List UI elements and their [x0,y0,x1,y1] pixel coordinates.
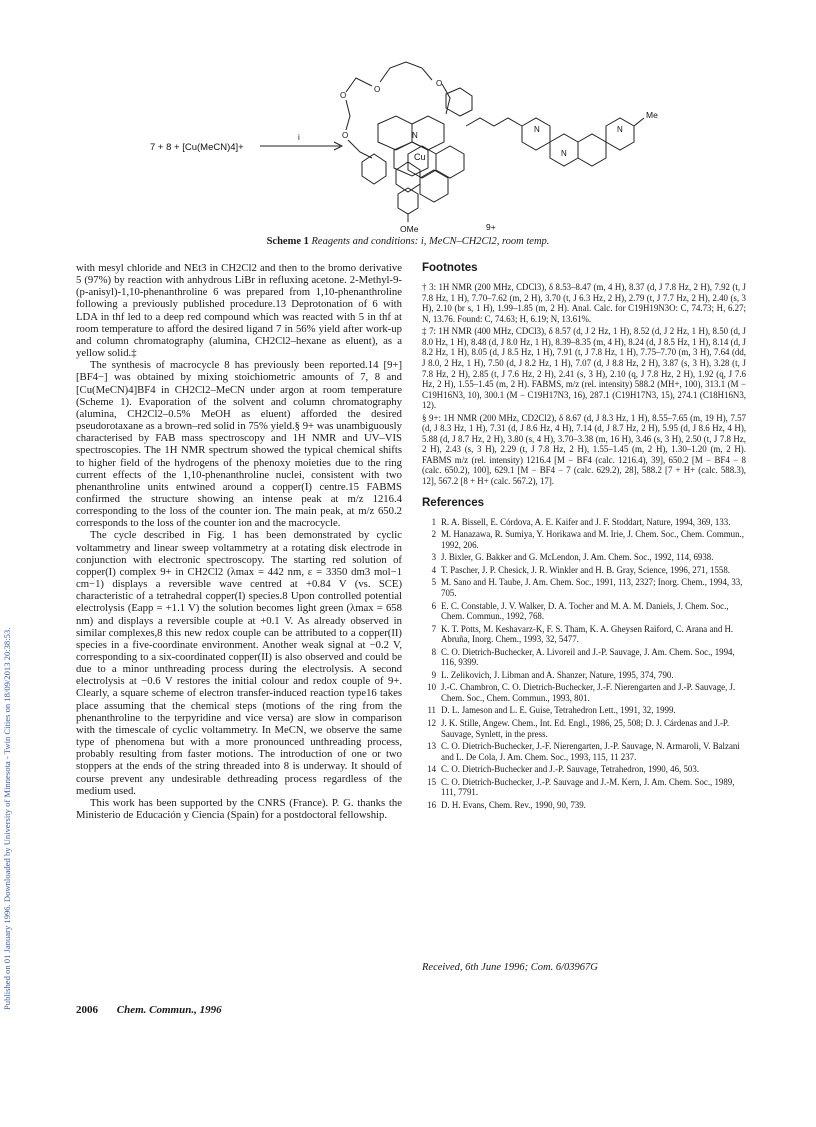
received-line: Received, 6th June 1996; Com. 6/03967G [422,962,598,973]
atom-n: N [561,149,567,158]
download-watermark-text: Published on 01 January 1996. Downloaded by University of Minnesota - Twin Cities on 18/09/2013 20:38:53. [2,627,12,1010]
atom-o: O [342,131,349,140]
right-column [422,262,746,812]
ome-label: OMe [400,224,419,234]
reference-item: 16 D. H. Evans, Chem. Rev., 1990, 90, 739. [427,799,586,810]
reactants-label: 7 + 8 + [Cu(MeCN)4]+ [150,142,244,153]
me-label: Me [646,110,658,120]
scheme-caption [0,236,816,247]
scheme-caption-text: Reagents and conditions: i, MeCN–CH2Cl2, room temp. [311,236,550,247]
body-paragraph: with mesyl chloride and NEt3 in CH2Cl2 and then to the bromo derivative 5 (97%) by reaction with anhydrous LiBr in refluxing acetone. 2-Methyl-9-(p-anisyl)-1,10-phenanthroline 6 was prepared from 1,10-phenanthroline following a previously published procedure.13 Deprotonation of 6 with LDA in thf led to a deep red compound which was reacted with 5 in thf at room temperature to afford the desired ligand 7 in 56% yield after work-up and column chromatography (alumina, CH2Cl2–hexane as eluent), as a yellow solid.‡ [76,262,402,360]
atom-o: O [374,85,381,94]
atom-n: N [617,125,623,134]
reference-item: 6 E. C. Constable, J. V. Walker, D. A. Tocher and M. A. M. Daniels, J. Chem. Soc., Chem. Commun., 1992, 768. [431,600,729,622]
reference-item: 10 J.-C. Chambron, C. O. Dietrich-Buchecker, J.-F. Nierengarten and J.-P. Sauvage, J. Chem. Soc., Chem. Commun., 1993, 801. [427,682,736,703]
reference-item: 12 J. K. Stille, Angew. Chem., Int. Ed. Engl., 1986, 25, 508; D. J. Cárdenas and J.-P. Sauvage, Synlett, in the press. [427,718,730,739]
reference-item: 4 T. Pascher, J. P. Chesick, J. R. Winkler and H. B. Gray, Science, 1996, 271, 1558. [431,564,730,575]
reference-item: 5 M. Sano and H. Taube, J. Am. Chem. Soc., 1991, 113, 2327; Inorg. Chem., 1994, 33, 705. [431,577,743,598]
footnote: § 9+: 1H NMR (200 MHz, CD2Cl2), δ 8.67 (d, J 8.3 Hz, 1 H), 8.55–7.65 (m, 19 H), 7.57 (d, J 8.3 Hz, 1 H), 7.31 (d, J 8.6 Hz, 4 H), 7.14 (d, J 8.7 Hz, 2 H), 5.95 (d, J 8.6 Hz, 4 H), 5.88 (d, J 8.7 Hz, 2 H), 3.80 (s, 4 H), 3.70–3.38 (m, 16 H), 3.46 (s, 3 H), 2.50 (t, J 7.8 Hz, 2 H), 2.43 (s, 3 H), 2.29 (t, J 7.8 Hz, 2 H), 1.55–1.45 (m, 2 H), 1.30–1.20 (m, 2 H). FABMS m/z (rel. intensity) 1216.4 [M − BF4 (calc. 1216.4), 39], 650.2 [M − BF4 − 8 (calc. 650.2), 100], 629.1 [M − BF4 − 7 (calc. 629.2), 28], 588.2 [7 + H+ (calc. 588.3), 12], 567.2 [8 + H+ (calc. 567.2), 17]. [422,412,746,486]
reference-item: 1 R. A. Bissell, E. Córdova, A. E. Kaifer and J. F. Stoddart, Nature, 1994, 369, 133. [431,516,731,527]
journal-name: Chem. Commun., 1996 [116,1004,222,1016]
atom-n: N [534,125,540,134]
reference-item: 15 C. O. Dietrich-Buchecker, J.-P. Sauvage and J.-M. Kern, J. Am. Chem. Soc., 1989, 111, 7791. [427,776,735,798]
page-number: 2006 [76,1004,98,1016]
reference-item: 13 C. O. Dietrich-Buchecker, J.-F. Nierengarten, J.-P. Sauvage, N. Armaroli, V. Balzani and L. De Cola, J. Am. Chem. Soc., 1993, 115, 11 237. [427,741,740,762]
footnotes-heading: Footnotes [422,262,478,274]
reference-item: 7 K. T. Potts, M. Keshavarz-K, F. S. Tham, K. A. Gheysen Raiford, C. Arana and H. Abruña, Inorg. Chem., 1993, 32, 5477. [431,623,734,645]
footnote: † 3: 1H NMR (200 MHz, CDCl3), δ 8.53–8.47 (m, 4 H), 8.37 (d, J 7.8 Hz, 2 H), 7.92 (t, J 7.8 Hz, 1 H), 7.70–7.62 (m, 2 H), 3.70 (t, J 6.3 Hz, 2 H), 2.79 (t, J 7.7 Hz, 2 H), 2.40 (s, 3 H), 2.10 (br s, 1 H), 1.99–1.85 (m, 2 H). Anal. Calc. for C19H19N3O: C, 74.73; H, 6.27; N, 13.76. Found: C, 74.63; H, 6.19; N, 13.61%. [422,282,746,324]
scheme-caption-label: Scheme 1 [266,236,309,247]
reference-item: 8 C. O. Dietrich-Buchecker, A. Livoreil and J.-P. Sauvage, J. Am. Chem. Soc., 1994, 116, 9399. [431,646,735,668]
scheme-1-structure [150,34,670,234]
reference-item: 3 J. Bixler, G. Bakker and G. McLendon, J. Am. Chem. Soc., 1992, 114, 6938. [431,552,714,563]
arrow-label: i [298,133,300,142]
reference-item: 2 M. Hanazawa, R. Sumiya, Y. Horikawa and M. Irie, J. Chem. Soc., Chem. Commun., 1992, 206. [431,529,744,550]
footnote: ‡ 7: 1H NMR (400 MHz, CDCl3), δ 8.57 (d, J 2 Hz, 1 H), 8.52 (d, J 2 Hz, 1 H), 8.50 (d, J 8.0 Hz, 1 H), 8.48 (d, J 8.0 Hz, 1 H), 8.39–8.35 (m, 4 H), 8.24 (d, J 8.5 Hz, 1 H), 8.14 (d, J 8.2 Hz, 1 H), 8.05 (d, J 8.5 Hz, 1 H), 7.91 (t, J 7.8 Hz, 1 H), 7.75–7.70 (m, 3 H), 7.64 (dd, J 8.0, 2 Hz, 1 H), 7.50 (d, J 8.2 Hz, 1 H), 7.07 (d, J 8.8 Hz, 2 H), 3.87 (s, 3 H), 3.28 (t, J 7.8 Hz, 2 H), 2.85 (t, J 7.6 Hz, 2 H), 2.41 (s, 3 H), 2.10 (q, J 7.8 Hz, 2 H), 1.92 (q, J 7.6 Hz, 2 H), 1.55–1.45 (m, 2 H). FABMS, m/z (rel. intensity) 588.2 (MH+, 100), 313.1 (M − C19H16N3, 10), 300.1 (M − C19H17N3, 16), 287.1 (C19H17N3, 15), 274.1 (C18H16N3, 12). [422,326,746,411]
reference-item: 9 L. Zelikovich, J. Libman and A. Shanzer, Nature, 1995, 374, 790. [431,669,674,680]
body-paragraph: The cycle described in Fig. 1 has been demonstrated by cyclic voltammetry and linear sweep voltammetry at a rotating disk electrode in conjunction with electronic spectroscopy. The starting red solution of copper(I) complex 9+ in CH2Cl2 (λmax = 442 nm, ε = 3350 dm3 mol−1 cm−1) displays a reversible wave centred at +0.84 V (vs. SCE) characteristic of a tetrahedral copper(I) species.8 Upon controlled potential electrolysis (Eapp = +1.1 V) the solution becomes light green (λmax = 658 nm) and displays a reversible couple at +0.1 V. As already observed in similar complexes,8 this new redox couple can be attributed to a copper(II) species in a five-coordinate environment. Another weak signal at −0.2 V, corresponding to a six-coordinated copper(II) is also observed and could be due to a minor unthreading process during the electrolysis. A second electrolysis at −0.6 V restores the initial colour and redox couple of 9+. Clearly, a square scheme of electron transfer-induced reaction type16 takes place assuming that the chemical steps (motions of the ring from the phenanthroline to the terpyridine and vice versa) are slow in comparison with the timescale of cyclic voltammetry. In MeCN, we observe the same type of phenomena but with a more pronounced unthreading process, probably resulting from faster motions. The introduction of one or two stoppers at the ends of the string threaded into 8 is underway. It should of course prevent any undesirable dethreading process regardless of the medium used. [76,529,402,797]
body-paragraph: The synthesis of macrocycle 8 has previously been reported.14 [9+][BF4−] was obtained by mixing stoichiometric amounts of 7, 8 and [Cu(MeCN)4]BF4 in CH2Cl2–MeCN under argon at room temperature (Scheme 1). Evaporation of the solvent and column chromatography (alumina, CH2Cl2–0.5% MeOH as eluent) afforded the desired pseudorotaxane as a brown–red solid in 75% yield.§ 9+ was unambiguously characterised by FAB mass spectroscopy and 1H NMR and UV–VIS spectroscopies. The 1H NMR spectrum showed the typical chemical shifts to higher field of the hydrogens of the phenoxy moieties due to the ring current effects of the 1,10-phenanthroline nuclei, consistent with two phenanthroline units entwined around a copper(I) centre.15 FABMS confirmed the structure showing an intense peak at m/z 1216.4 corresponding to the loss of the counter ion. The main peak, at m/z 650.2 corresponds to the loss of the counter ion and the macrocycle. [76,359,402,530]
reference-item: 14 C. O. Dietrich-Buchecker and J.-P. Sauvage, Tetrahedron, 1990, 46, 503. [427,764,700,775]
download-watermark [2,130,16,1010]
atom-cu: Cu [414,152,426,162]
left-column [76,262,402,821]
atom-o: O [436,79,443,88]
product-label: 9+ [486,222,496,232]
body-paragraph: This work has been supported by the CNRS (France). P. G. thanks the Ministerio de Educación y Ciencia (Spain) for a postdoctoral fellowship. [76,796,402,822]
references-heading: References [422,496,485,509]
atom-o: O [340,91,347,100]
atom-n: N [412,131,418,140]
page-footer [76,1004,222,1016]
reference-item: 11 D. L. Jameson and L. E. Guise, Tetrahedron Lett., 1991, 32, 1999. [427,705,676,716]
